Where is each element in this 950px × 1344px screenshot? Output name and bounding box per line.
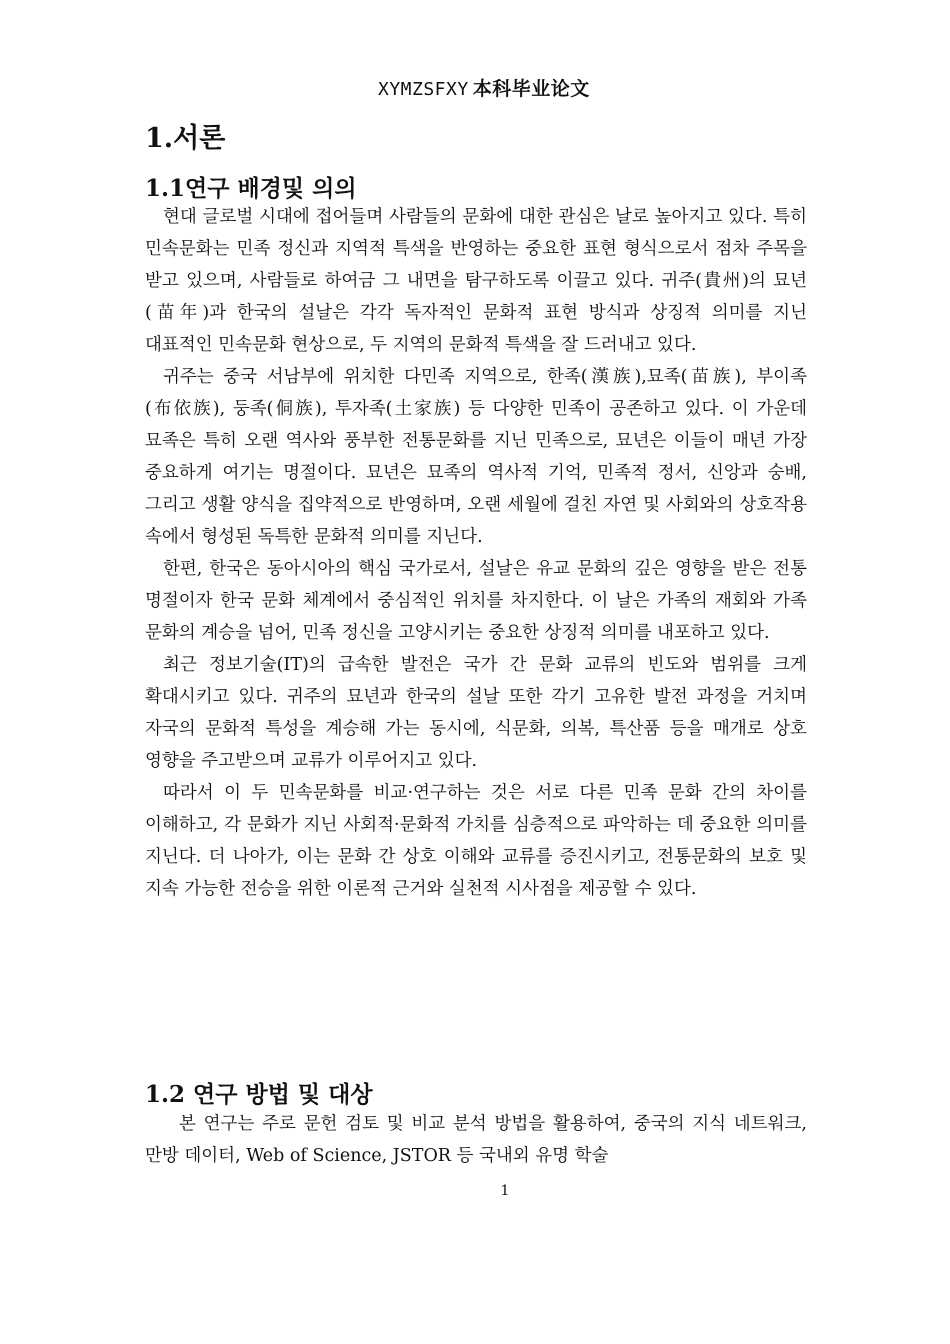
paragraph: 최근 정보기술(IT)의 급속한 발전은 국가 간 문화 교류의 빈도와 범위를 크게 확대시키고 있다. 귀주의 묘년과 한국의 설날 또한 각기 고유한 발전 과정을 거치며 자국의 문화적 특성을 계승해 가는 동시에, 식문화, 의복, 특산품 등을 매개로 상호 영향을 주고받으며 교류가 이루어지고 있다.	[145, 655, 807, 771]
section-title-1-1: 1.1연구 배경및 의의	[145, 175, 357, 202]
header-title: 本科毕业论文	[472, 78, 590, 100]
page-number: 1	[500, 1183, 510, 1199]
header-code: XYMZSFXY	[378, 79, 469, 100]
paragraph: 따라서 이 두 민속문화를 비교·연구하는 것은 서로 다른 민족 문화 간의 차이를 이해하고, 각 문화가 지닌 사회적·문화적 가치를 심층적으로 파악하는 데 중요한 의미를 지닌다. 더 나아가, 이는 문화 간 상호 이해와 교류를 증진시키고, 전통문화의 보호 및 지속 가능한 전승을 위한 이론적 근거와 실천적 시사점을 제공할 수 있다.	[145, 783, 807, 899]
running-header	[378, 74, 590, 101]
section-title-1-2: 1.2 연구 방법 및 대상	[145, 1081, 373, 1108]
chapter-title: 1.서론	[145, 123, 226, 154]
paragraph: 한편, 한국은 동아시아의 핵심 국가로서, 설날은 유교 문화의 깊은 영향을 받은 전통 명절이자 한국 문화 체계에서 중심적인 위치를 차지한다. 이 날은 가족의 재회와 가족 문화의 계승을 넘어, 민족 정신을 고양시키는 중요한 상징적 의미를 내포하고 있다.	[145, 559, 807, 643]
paragraph: 본 연구는 주로 문헌 검토 및 비교 분석 방법을 활용하여, 중국의 지식 네트워크, 만방 데이터, Web of Science, JSTOR 등 국내외 유명 학술	[145, 1114, 807, 1166]
paragraph: 귀주는 중국 서남부에 위치한 다민족 지역으로, 한족(漢族),묘족(苗族), 부이족(布依族), 둥족(侗族), 투자족(土家族) 등 다양한 민족이 공존하고 있다. 이 가운데 묘족은 특히 오랜 역사와 풍부한 전통문화를 지닌 민족으로, 묘년은 이들이 매년 가장 중요하게 여기는 명절이다. 묘년은 묘족의 역사적 기억, 민족적 정서, 신앙과 숭배, 그리고 생활 양식을 집약적으로 반영하며, 오랜 세월에 걸친 자연 및 사회와의 상호작용 속에서 형성된 독특한 문화적 의미를 지닌다.	[145, 367, 808, 547]
section-1-2-body	[145, 1108, 807, 1172]
paragraph: 현대 글로벌 시대에 접어들며 사람들의 문화에 대한 관심은 날로 높아지고 있다. 특히 민속문화는 민족 정신과 지역적 특색을 반영하는 중요한 표현 형식으로서 점차 주목을 받고 있으며, 사람들로 하여금 그 내면을 탐구하도록 이끌고 있다. 귀주(貴州)의 묘년(苗年)과 한국의 설날은 각각 독자적인 문화적 표현 방식과 상징적 의미를 지닌 대표적인 민속문화 현상으로, 두 지역의 문화적 특색을 잘 드러내고 있다.	[145, 207, 807, 355]
section-1-1-body	[145, 201, 807, 905]
